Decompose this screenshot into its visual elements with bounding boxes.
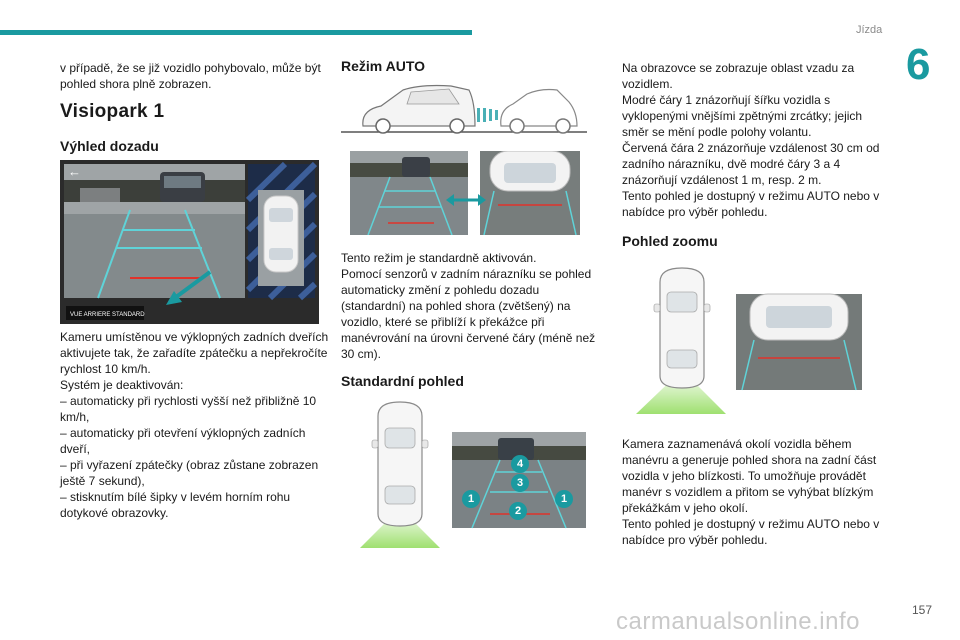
header-accent-bar [0,30,472,35]
auto-mode-zoom-view-image [480,151,580,235]
rear-view-item-2: – automaticky při otevření výklopných zadních dveří, [60,426,306,456]
chapter-number: 6 [906,40,931,89]
zoom-view-illustration [630,264,870,420]
rear-view-item-1: – automaticky při rychlosti vyšší než přibližně 10 km/h, [60,394,317,424]
screen-view-label: VUE ARRIERE STANDARD [70,312,145,318]
marker-1-right: 1 [555,490,573,508]
marker-1-left: 1 [462,490,480,508]
section-heading-rear-view: Výhled dozadu [60,138,159,154]
standard-view-body [622,60,884,220]
rear-view-body [60,329,330,521]
auto-mode-paragraph-2: Pomocí senzorů v zadním nárazníku se pohled automaticky změní z pohledu dozadu (standardní) na pohled shora (zvětšený) na vozidlo, které se přiblíží k překážce při manévrování na úrovni červené čáry (méně než 30 cm). [341,267,596,361]
section-heading-standard: Standardní pohled [341,373,464,389]
zoom-view-paragraph-1: Kamera zaznamenává okolí vozidla během manévru a generuje pohled shora na zadní část vozidla v jeho blízkosti. To umožňuje provádět manévr s vozidlem a přitom se vyhýbat blízkým překážkám v jeho okolí. [622,437,877,515]
rear-view-paragraph-2: Systém je deaktivován: [60,378,184,392]
standard-view-illustration [350,398,590,558]
intro-text: v případě, že se již vozidlo pohybovalo, může být pohled shora plně zobrazen. [60,61,321,91]
watermark: carmanualsonline.info [616,608,860,635]
back-arrow-icon: ← [68,164,81,179]
running-title: Jízda [856,24,883,36]
marker-3: 3 [511,474,529,492]
marker-4: 4 [511,455,529,473]
zoom-view-paragraph-2: Tento pohled je dostupný v režimu AUTO nebo v nabídce pro výběr pohledu. [622,517,880,547]
section-heading-zoom: Pohled zoomu [622,233,718,249]
standard-view-paragraph-3: Červená čára 2 znázorňuje vzdálenost 30 cm od zadního nárazníku, dvě modré čáry 3 a 4 znázorňují vzdálenost 1 m, resp. 2 m. [622,141,880,187]
standard-view-paragraph-1: Na obrazovce se zobrazuje oblast vzadu za vozidlem. [622,61,855,91]
auto-mode-body [341,250,605,362]
page-number: 157 [912,603,933,617]
auto-mode-car-illustration [341,82,587,138]
marker-2: 2 [509,502,527,520]
standard-view-paragraph-2: Modré čáry 1 znázorňují šířku vozidla s vyklopenými vnějšími zpětnými zrcátky; jejich směr se mění podle polohy volantu. [622,93,863,139]
column-1 [60,60,330,92]
rear-view-paragraph-1: Kameru umístěnou ve výklopných zadních dveřích aktivujete tak, že zařadíte zpátečku a nepřekročíte rychlost 10 km/h. [60,330,329,376]
rear-view-item-4: – stisknutím bílé šipky v levém horním rohu dotykové obrazovky. [60,490,291,520]
rear-view-item-3: – při vyřazení zpátečky (obraz zůstane zobrazen ještě 7 sekund), [60,458,319,488]
section-heading-auto: Režim AUTO [341,58,426,74]
zoom-view-body [622,436,886,548]
auto-mode-paragraph-1: Tento režim je standardně aktivován. [341,251,537,265]
page-title: Visiopark 1 [60,101,165,122]
rear-camera-screen-image [60,160,319,324]
standard-view-paragraph-4: Tento pohled je dostupný v režimu AUTO nebo v nabídce pro výběr pohledu. [622,189,880,219]
switch-arrow-icon [446,190,486,210]
